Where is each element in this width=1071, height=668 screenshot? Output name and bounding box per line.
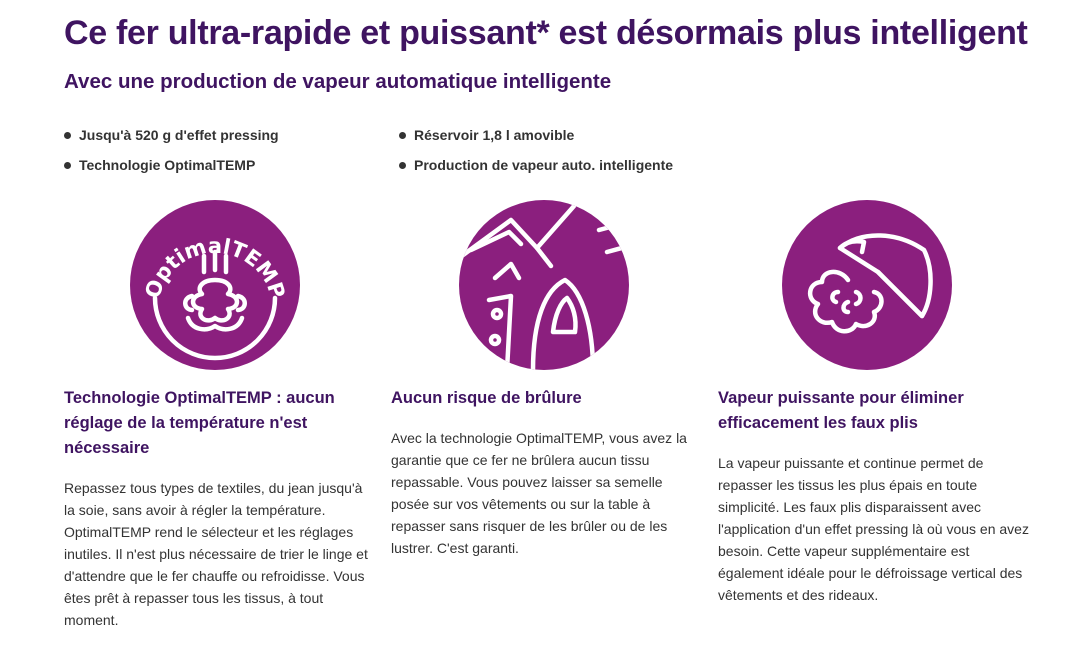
bullet-dot-icon <box>64 132 71 139</box>
bullet-dot-icon <box>399 162 406 169</box>
optimaltemp-icon-label: OptimalTEMP <box>140 233 290 302</box>
bullet-list-left <box>64 120 279 180</box>
bullet-text: Production de vapeur auto. intelligente <box>414 157 674 173</box>
bullet-item <box>399 120 673 150</box>
feature-description: Avec la technologie OptimalTEMP, vous avez la garantie que ce fer ne brûlera aucun tissu repassable. Vous pouvez laisser sa semelle posée sur vos vêtements ou sur la table à repasser sans risquer de les brûler ou de les lustrer. C'est garanti. <box>391 430 687 556</box>
page-title: Ce fer ultra-rapide et puissant* est désormais plus intelligent <box>64 14 1028 52</box>
feature-description: Repassez tous types de textiles, du jean jusqu'à la soie, sans avoir à régler la température. OptimalTEMP rend le sélecteur et les réglages inutiles. Il n'est plus nécessaire de trier le linge et d'attendre que le fer chauffe ou refroidisse. Vous êtes prêt à repasser tous les tissus, à tout moment. <box>64 480 368 628</box>
iron-on-shirt-icon <box>459 200 629 370</box>
bullet-dot-icon <box>399 132 406 139</box>
feature-title: Technologie OptimalTEMP : aucun réglage de la température n'est nécessaire <box>64 389 335 457</box>
bullet-text: Technologie OptimalTEMP <box>79 157 256 173</box>
feature-title: Vapeur puissante pour éliminer efficacement les faux plis <box>718 389 964 432</box>
iron-steam-burst-icon <box>782 200 952 370</box>
bullet-item <box>399 150 673 180</box>
bullet-text: Jusqu'à 520 g d'effet pressing <box>79 127 279 143</box>
feature-description: La vapeur puissante et continue permet de repasser les tissus les plus épais en toute simplicité. Les faux plis disparaissent avec l'application d'un effet pressing là où vous en avez besoin. Cette vapeur supplémentaire est également idéale pour le défroissage vertical des vêtements et des rideaux. <box>718 455 1029 603</box>
bullet-list-right <box>399 120 673 180</box>
bullet-item <box>64 120 279 150</box>
bullet-item <box>64 150 279 180</box>
bullet-dot-icon <box>64 162 71 169</box>
bullet-text: Réservoir 1,8 l amovible <box>414 127 575 143</box>
feature-title: Aucun risque de brûlure <box>391 389 582 407</box>
page-subtitle: Avec une production de vapeur automatique intelligente <box>64 70 612 93</box>
optimaltemp-steam-icon <box>130 200 300 370</box>
